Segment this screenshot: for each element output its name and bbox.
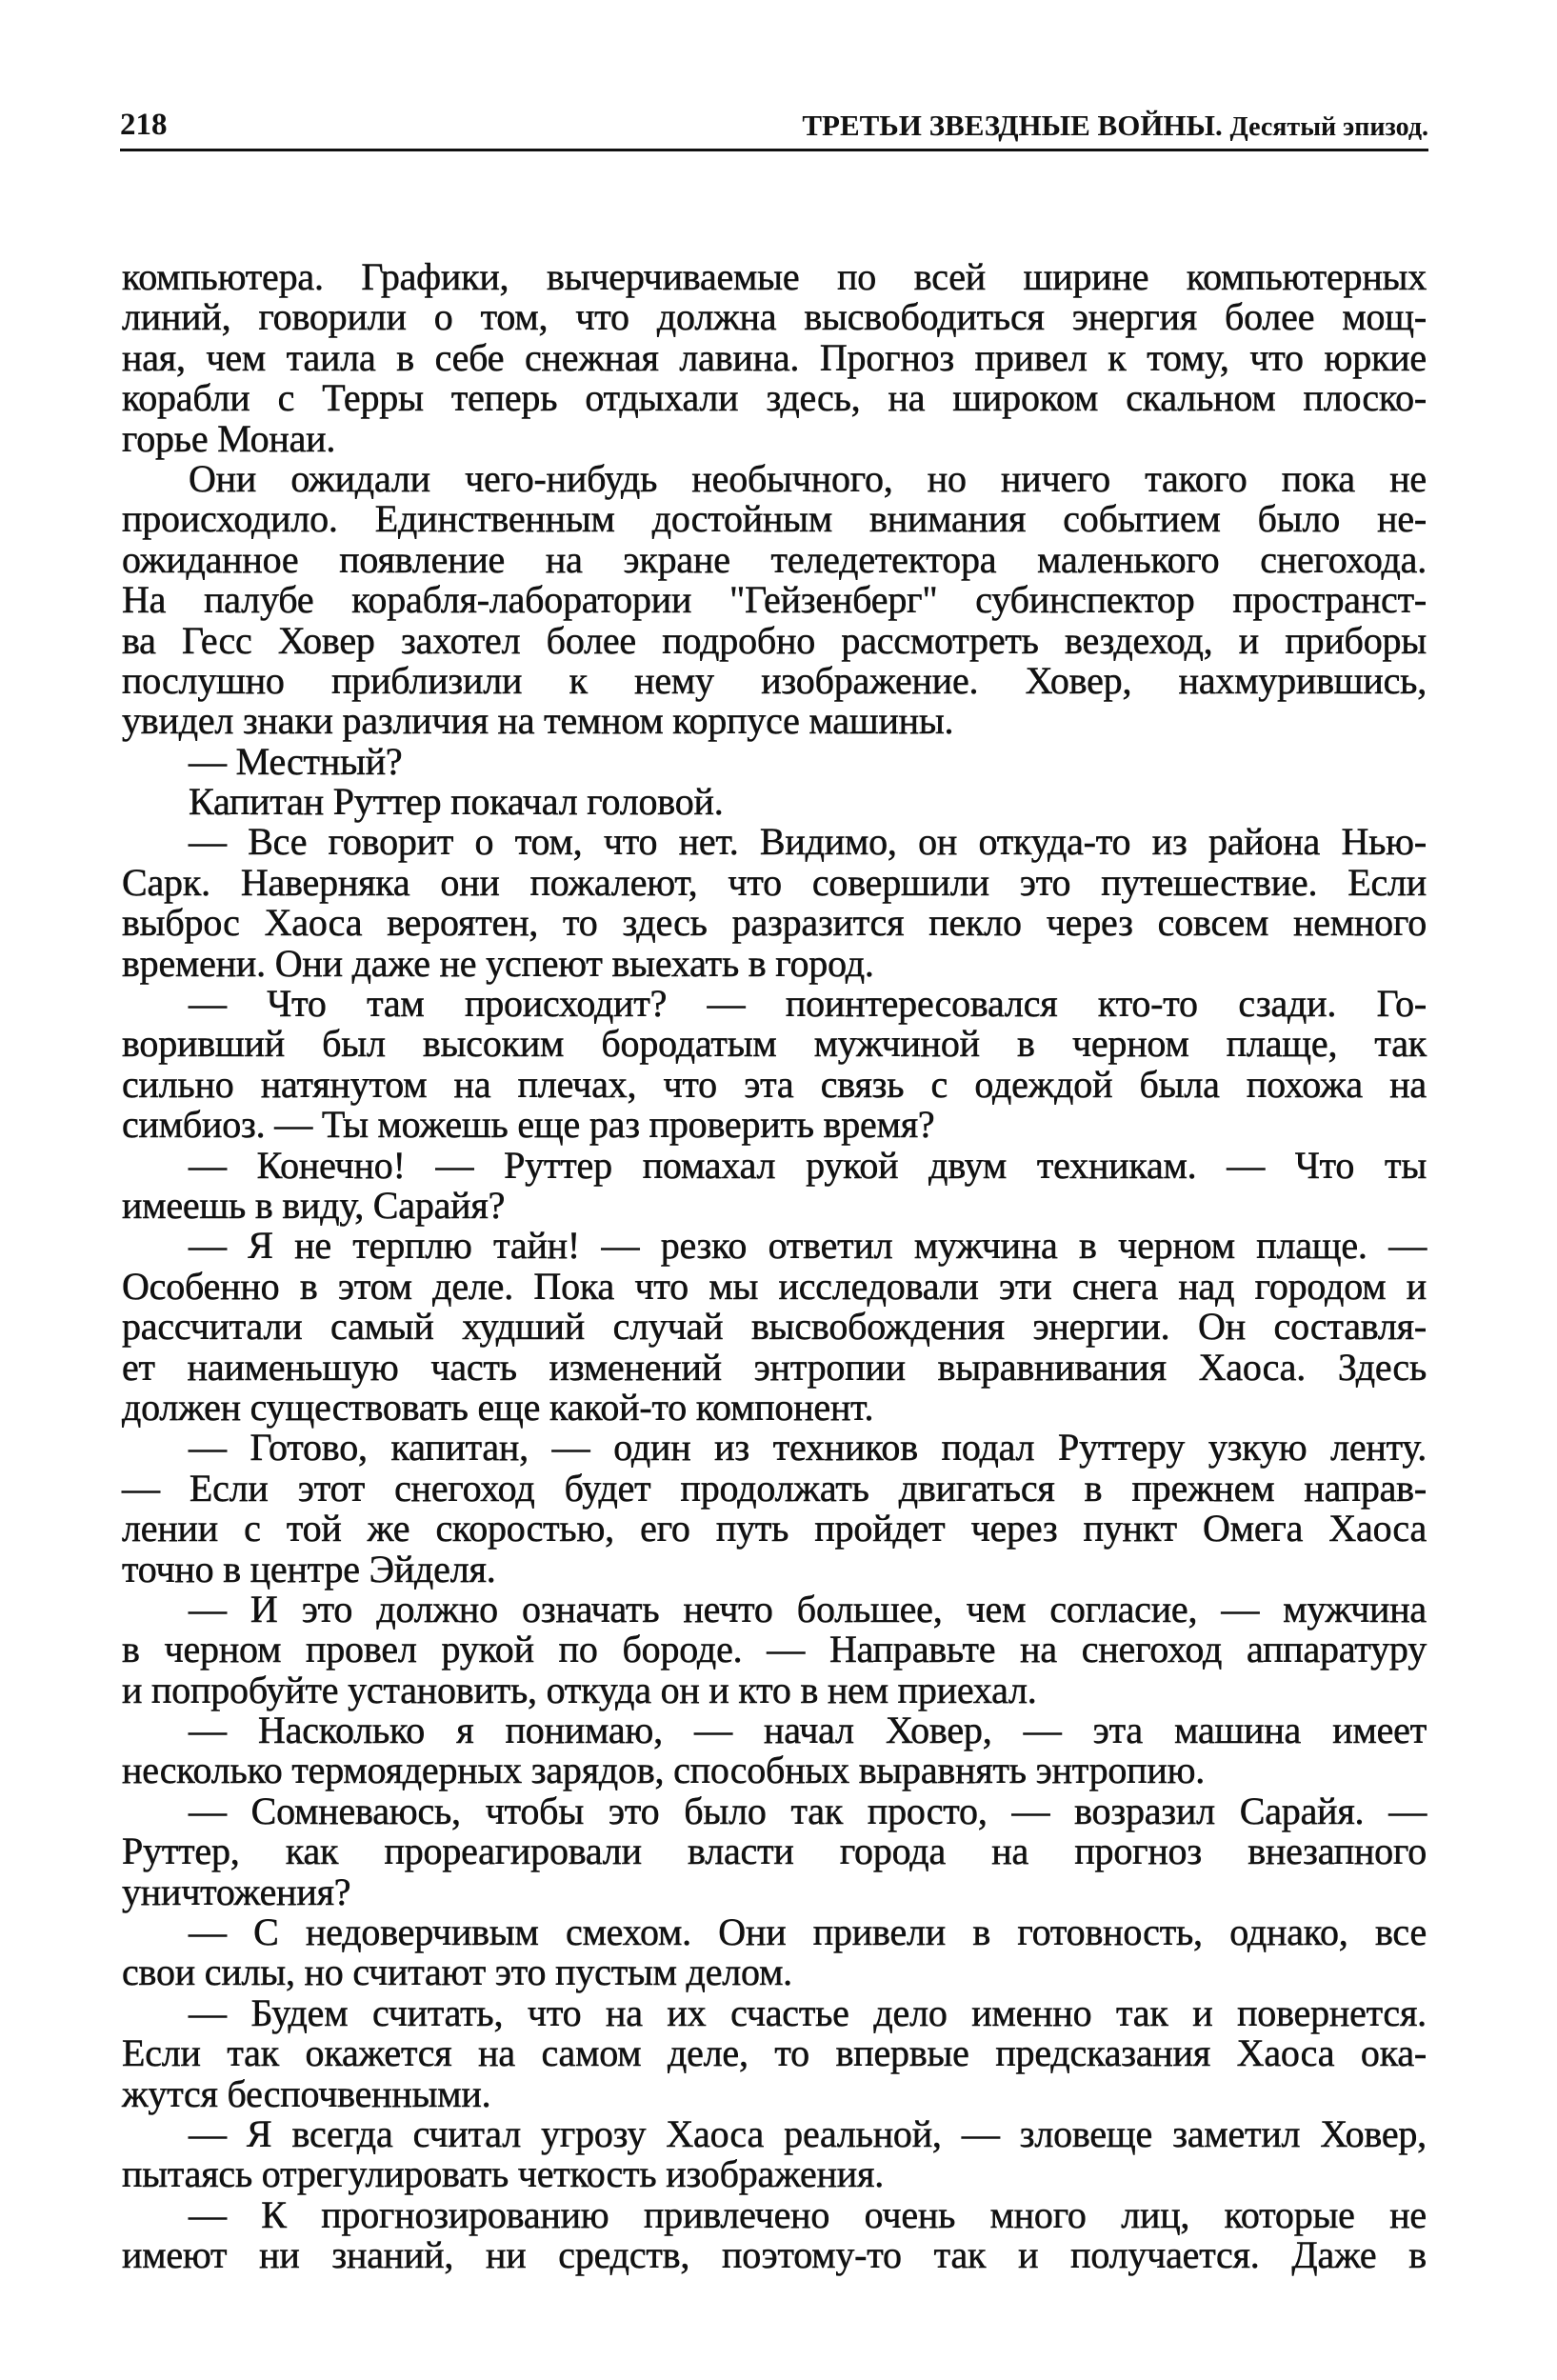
paragraph <box>122 1710 1427 1791</box>
text-line: — Сомневаюсь, чтобы это было так просто, — возразил Сарайя. — <box>189 1789 1427 1832</box>
text-line: ва Гесс Ховер захотел более подробно рассмотреть вездеход, и приборы <box>122 618 1427 662</box>
paragraph <box>122 1912 1427 1993</box>
text-line: Особенно в этом деле. Пока что мы исследовали эти снега над городом и <box>122 1264 1427 1308</box>
text-line: — Местный? <box>189 739 403 783</box>
page-number: 218 <box>120 108 168 142</box>
text-line: — Я не терплю тайн! — резко ответил мужчина в черном плаще. — <box>189 1224 1427 1268</box>
text-line: пытаясь отрегулировать четкость изображения. <box>122 2152 884 2196</box>
text-line: — Все говорит о том, что нет. Видимо, он откуда-то из района Нью- <box>189 820 1427 864</box>
text-line: линий, говорили о том, что должна высвободиться энергия более мощ- <box>122 295 1427 339</box>
running-subtitle: Десятый эпизод. <box>1229 112 1428 142</box>
paragraph <box>122 822 1427 984</box>
paragraph <box>122 1143 1427 1227</box>
paragraph <box>122 782 1427 822</box>
text-line: Сарк. Наверняка они пожалеют, что совершили это путешествие. Если <box>122 860 1427 904</box>
paragraph <box>122 739 1427 783</box>
text-line: симбиоз. — Ты можешь еще раз проверить время? <box>122 1103 935 1147</box>
text-line: имеют ни знаний, ни средств, поэтому-то так и получается. Даже в <box>122 2233 1427 2277</box>
paragraph <box>122 1791 1427 1912</box>
text-line: корабли с Терры теперь отдыхали здесь, на широком скальном плоско- <box>122 376 1427 420</box>
text-line: — Насколько я понимаю, — начал Ховер, — эта машина имеет <box>189 1709 1427 1752</box>
text-line: — С недоверчивым смехом. Они привели в готовность, однако, все <box>189 1910 1427 1954</box>
text-line: — Будем считать, что на их счастье дело именно так и повернется. <box>189 1990 1427 2034</box>
body-text <box>122 257 1427 2276</box>
text-line: Если так окажется на самом деле, то впервые предсказания Хаоса ока- <box>122 2031 1427 2075</box>
text-line: Они ожидали чего-нибудь необычного, но ничего такого пока не <box>189 456 1427 500</box>
text-line: — Если этот снегоход будет продолжать двигаться в прежнем направ- <box>122 1466 1427 1510</box>
running-header <box>120 99 1428 151</box>
running-title-block <box>802 109 1428 143</box>
text-line: На палубе корабля-лаборатории "Гейзенберг" субинспектор пространст- <box>122 578 1427 622</box>
paragraph <box>122 257 1427 459</box>
text-line: выброс Хаоса вероятен, то здесь разразится пекло через совсем немного <box>122 901 1427 945</box>
text-line: — Готово, капитан, — один из техников подал Руттеру узкую ленту. <box>189 1426 1427 1470</box>
text-line: лении с той же скоростью, его путь пройдет через пункт Омега Хаоса <box>122 1507 1427 1550</box>
paragraph <box>122 1587 1427 1711</box>
text-line: — Я всегда считал угрозу Хаоса реальной, — зловеще заметил Ховер, <box>189 2111 1427 2155</box>
text-line: ная, чем таила в себе снежная лавина. Прогноз привел к тому, что юркие <box>122 335 1427 379</box>
text-line: рассчитали самый худший случай высвобождения энергии. Он составля- <box>122 1305 1427 1349</box>
paragraph <box>122 2192 1427 2277</box>
text-line: воривший был высоким бородатым мужчиной в черном плаще, так <box>122 1022 1427 1066</box>
text-line: времени. Они даже не успеют выехать в город. <box>122 941 874 985</box>
text-line: свои силы, но считают это пустым делом. <box>122 1950 792 1994</box>
text-line: — И это должно означать нечто большее, чем согласие, — мужчина <box>189 1587 1427 1630</box>
text-line: ожиданное появление на экране теледетектора маленького снегохода. <box>122 537 1427 581</box>
text-line: — Конечно! — Руттер помахал рукой двум техникам. — Что ты <box>189 1143 1427 1187</box>
paragraph <box>122 984 1427 1146</box>
text-line: жутся беспочвенными. <box>122 2071 491 2115</box>
paragraph <box>122 456 1427 743</box>
paragraph <box>122 1428 1427 1590</box>
text-line: происходило. Единственным достойным внимания событием было не- <box>122 497 1427 541</box>
text-line: точно в центре Эйделя. <box>122 1547 496 1590</box>
text-line: уничтожения? <box>122 1870 351 1913</box>
text-line: горье Монаи. <box>122 416 336 460</box>
text-line: Капитан Руттер покачал головой. <box>189 780 724 824</box>
paragraph <box>122 2111 1427 2196</box>
text-line: сильно натянутом на плечах, что эта связь с одеждой была похожа на <box>122 1062 1427 1106</box>
text-line: компьютера. Графики, вычерчиваемые по всей ширине компьютерных <box>122 255 1427 298</box>
text-line: Руттер, как прореагировали власти города на прогноз внезапного <box>122 1830 1427 1873</box>
paragraph <box>122 1990 1427 2115</box>
text-line: и попробуйте установить, откуда он и кто в нем приехал. <box>122 1668 1037 1711</box>
text-line: должен существовать еще какой-то компонент. <box>122 1385 874 1429</box>
text-line: — К прогнозированию привлечено очень много лиц, которые не <box>189 2192 1427 2236</box>
text-line: увидел знаки различия на темном корпусе машины. <box>122 699 954 743</box>
text-line: послушно приблизили к нему изображение. Ховер, нахмурившись, <box>122 658 1427 702</box>
paragraph <box>122 1226 1427 1428</box>
text-line: — Что там происходит? — поинтересовался кто-то сзади. Го- <box>189 982 1427 1026</box>
running-title: ТРЕТЬИ ЗВЕЗДНЫЕ ВОЙНЫ. <box>802 109 1223 142</box>
text-line: имеешь в виду, Сарайя? <box>122 1183 506 1227</box>
text-line: ет наименьшую часть изменений энтропии выравнивания Хаоса. Здесь <box>122 1345 1427 1389</box>
text-line: в черном провел рукой по бороде. — Направьте на снегоход аппаратуру <box>122 1628 1427 1671</box>
text-line: несколько термоядерных зарядов, способных выравнять энтропию. <box>122 1749 1206 1792</box>
